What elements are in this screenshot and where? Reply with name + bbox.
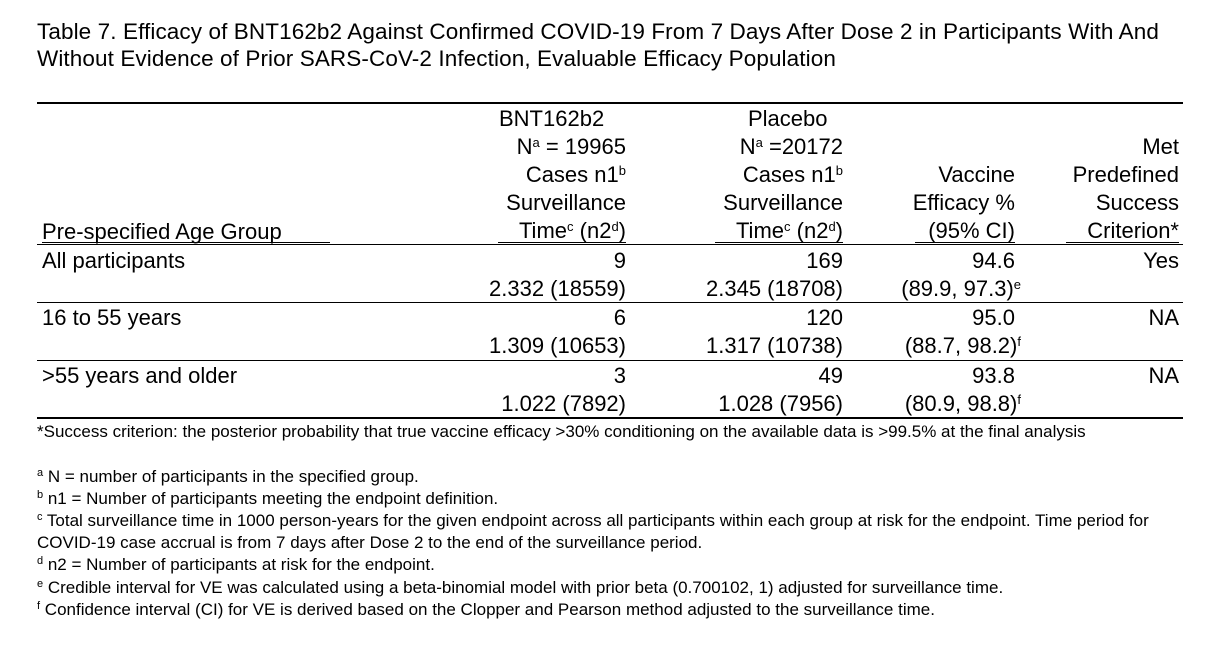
header-bnt-time: Time$^c$ (n2$^d$) [518, 218, 626, 243]
header-bnt-name: BNT162b2 [499, 106, 605, 131]
row-ve: 94.6 [972, 248, 1015, 273]
header-age-group: Pre-specified Age Group [42, 219, 282, 244]
header-met-line2: Predefined [1072, 162, 1179, 187]
row-placebo-cases: 49 [818, 363, 843, 388]
header-age-underline [42, 242, 330, 243]
header-met-underline [1066, 242, 1179, 243]
row-ci: (80.9, 98.8)$^f$ [904, 391, 1021, 416]
row-placebo-time: 2.345 (18708) [706, 276, 843, 301]
header-met-line4: Criterion* [1087, 218, 1179, 243]
header-bnt-surveillance: Surveillance [506, 190, 626, 215]
footnote-d: $^d$ n2 = Number of participants at risk for the endpoint. [37, 555, 435, 574]
row-divider [37, 360, 1183, 361]
header-placebo-cases: Cases n1$^b$ [742, 162, 843, 187]
row-placebo-time: 1.028 (7956) [718, 391, 843, 416]
row-ve: 93.8 [972, 363, 1015, 388]
row-placebo-time: 1.317 (10738) [706, 333, 843, 358]
row-met: NA [1148, 363, 1179, 388]
row-bnt-time: 1.309 (10653) [489, 333, 626, 358]
header-ve-column [860, 161, 1015, 245]
header-bnt-column [440, 105, 626, 245]
header-placebo-time: Time$^c$ (n2$^d$) [735, 218, 843, 243]
header-ve-line1: Vaccine [938, 162, 1015, 187]
row-ci: (88.7, 98.2)$^f$ [904, 333, 1021, 358]
header-met-line3: Success [1095, 190, 1179, 215]
row-group: All participants [42, 248, 186, 273]
footnote-a: $^a$ N = number of participants in the specified group. [37, 467, 419, 486]
row-met: NA [1148, 305, 1179, 330]
footnote-b: $^b$ n1 = Number of participants meeting the endpoint definition. [37, 489, 499, 508]
row-bnt-cases: 3 [613, 363, 626, 388]
row-placebo-cases: 169 [806, 248, 843, 273]
header-met-line1: Met [1142, 134, 1179, 159]
footnote-e: $^e$ Credible interval for VE was calculated using a beta-binomial model with prior beta (0.700102, 1) adjusted for surveillance time. [37, 578, 1004, 597]
footnote-success: *Success criterion: the posterior probability that true vaccine efficacy >30% conditioning on the available data is >99.5% at the final analysis [37, 422, 1086, 441]
row-met: Yes [1143, 248, 1179, 273]
header-placebo-name: Placebo [748, 106, 828, 131]
table-title: Table 7. Efficacy of BNT162b2 Against Confirmed COVID-19 From 7 Days After Dose 2 in Participants With And Without Evidence of Prior SARS-CoV-2 Infection, Evaluable Efficacy Population [37, 19, 1159, 71]
row-bnt-cases: 9 [613, 248, 626, 273]
header-placebo-underline [715, 242, 843, 243]
row-placebo-cases: 120 [806, 305, 843, 330]
header-met-column [1030, 133, 1179, 245]
row-bnt-time: 1.022 (7892) [501, 391, 626, 416]
header-ve-line2: Efficacy % [912, 190, 1015, 215]
row-ve: 95.0 [972, 305, 1015, 330]
header-ve-line3: (95% CI) [928, 218, 1015, 243]
header-ve-underline [915, 242, 1015, 243]
row-bnt-cases: 6 [613, 305, 626, 330]
header-placebo-column [650, 105, 843, 245]
header-bnt-n: $N^a = 19965$ [516, 134, 626, 159]
row-group: 16 to 55 years [42, 305, 182, 330]
header-bnt-cases: Cases n1$^b$ [525, 162, 626, 187]
footnote-c: $^c$ Total surveillance time in 1000 person-years for the given endpoint across all participants within each group at risk for the endpoint. Time period for COVID-19 case accrual is from 7 days after Dose 2 to the end of the surveillance period. [37, 511, 1149, 552]
row-group: >55 years and older [42, 363, 238, 388]
row-bnt-time: 2.332 (18559) [489, 276, 626, 301]
header-placebo-surveillance: Surveillance [723, 190, 843, 215]
table-bottom-rule [37, 417, 1183, 419]
header-bnt-underline [498, 242, 626, 243]
row-divider [37, 302, 1183, 303]
row-ci: (89.9, 97.3)$^e$ [901, 276, 1021, 301]
header-placebo-n: $N^a =20172$ [739, 134, 843, 159]
footnote-f: $^f$ Confidence interval (CI) for VE is derived based on the Clopper and Pearson method adjusted to the surveillance time. [37, 600, 935, 619]
table-top-rule [37, 102, 1183, 104]
